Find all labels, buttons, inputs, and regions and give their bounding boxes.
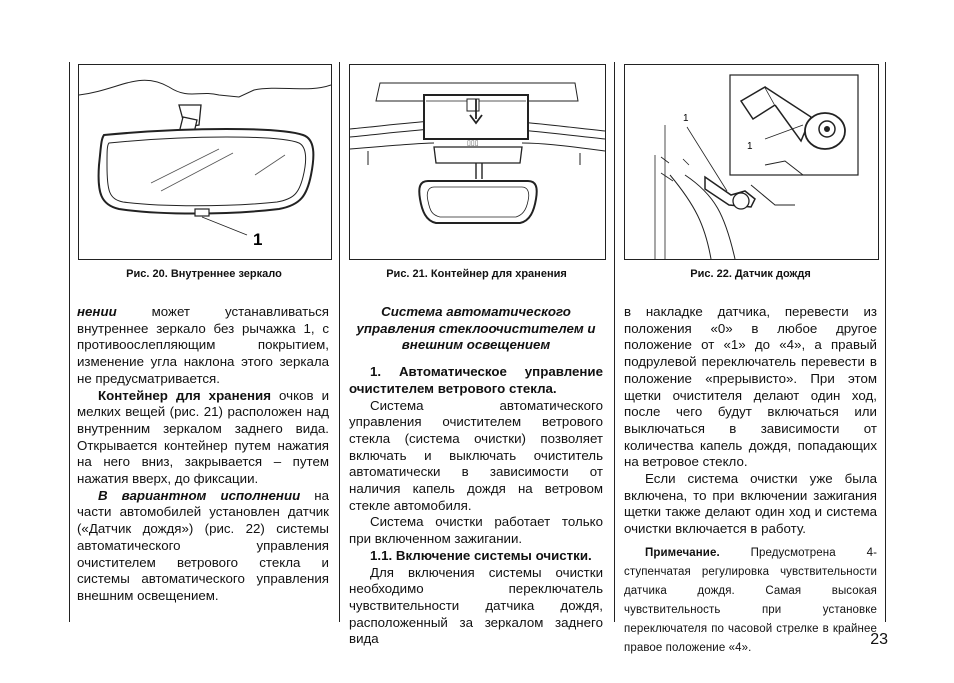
- svg-text:▯▯▯: ▯▯▯: [467, 140, 479, 147]
- rain-sensor-illustration: [625, 65, 878, 259]
- page-number: 23: [870, 631, 888, 648]
- figure-caption: Рис. 22. Датчик дождя: [690, 268, 811, 280]
- paragraph: Для включения системы очистки необходимо переключатель чувствительности датчика дождя, расположенный за зеркалом заднего вида: [349, 564, 603, 647]
- callout-label: 1: [683, 113, 689, 124]
- note: Примечание. Предусмотрена 4-ступенчатая регулировка чувствительности датчика дождя. Самая высокая чувствительность при установке переключателя по часовой стрелке в крайнее правое положение «4».: [624, 546, 877, 654]
- paragraph: Система автоматического управления очистителем ветрового стекла (система очистки) позволяет включать и выключать очиститель автоматически в зависимости от наличия капель дождя на ветровом стекле автомобиля.: [349, 397, 603, 513]
- section-heading: Система автоматического управления стеклоочистителем и внешним освещением: [356, 304, 596, 353]
- figure-caption: Рис. 20. Внутреннее зеркало: [126, 268, 282, 280]
- figure-mirror: [78, 64, 332, 260]
- paragraph: Если система очистки уже была включена, то при включении зажигания щетки также делают один ход и система очистки включается в работу.: [624, 471, 877, 537]
- paragraph: нении может устанавливаться внутреннее зеркало без рычажка 1, с противоослепляющим покрытием, изменение угла наклона этого зеркала не предусматривается.: [77, 304, 329, 386]
- mirror-illustration: [79, 65, 331, 259]
- text-column-3: [624, 304, 877, 658]
- column-rule-2: [614, 62, 615, 622]
- subsection-heading: 1.1. Включение системы очистки.: [370, 547, 592, 563]
- container-illustration: [350, 65, 605, 259]
- column-rule-1: [339, 62, 340, 622]
- callout-label: 1: [253, 230, 263, 249]
- column-rule-left: [69, 62, 70, 622]
- paragraph-storage-container: Контейнер для хранения очков и мелких вещей (рис. 21) расположен над внутренним зеркалом заднего вида. Открывается контейнер путем нажатия на него вниз, закрывается – путем нажатия вверх, до фиксации.: [77, 387, 329, 487]
- figure-caption: Рис. 21. Контейнер для хранения: [386, 268, 567, 280]
- figure-rain-sensor: [624, 64, 879, 260]
- text-column-2: [349, 304, 603, 648]
- paragraph-variant: В вариантном исполнении на части автомобилей установлен датчик («Датчик дождя») (рис. 22) системы автоматического управления очистителем ветрового стекла и системы автоматического управления внешним освещением.: [77, 487, 330, 603]
- text-column-1: [77, 304, 329, 605]
- callout-label-inset: 1: [747, 141, 753, 152]
- column-rule-right: [885, 62, 886, 622]
- subsection-heading: 1. Автоматическое управление очистителем ветрового стекла.: [349, 364, 603, 396]
- paragraph: Система очистки работает только при включенном зажигании.: [349, 514, 603, 547]
- paragraph: в накладке датчика, перевести из положения «0» в любое другое положение от «1» до «4», а правый подрулевой переключатель перевести в положение «прерывисто». При этом щетки очистителя делают один ход, после чего будут включаться или выключаться в зависимости от количества капель дождя, попадающих на ветровое стекло.: [624, 304, 877, 470]
- figure-storage-container: [349, 64, 606, 260]
